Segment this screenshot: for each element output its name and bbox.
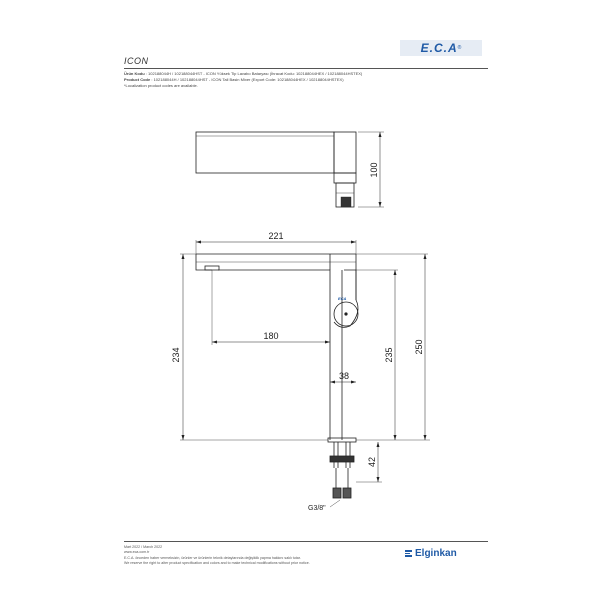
product-code-en-text: : 102188044H / 102188044HST - ICON Tall Basin Mixer (Export Code: 102188044HEX / 102188044HSTEX) (151, 77, 344, 82)
dim-total-left: 234 (171, 347, 181, 363)
footer-notice-en: We reserve the right to alter product specification and colors and to make technical modifications without prior notice. (124, 561, 310, 565)
top-view-body (334, 132, 356, 173)
dim-top-height: 100 (369, 162, 379, 178)
eca-logo-text: E.C.A (420, 41, 458, 55)
product-code-tr-label: Ürün Kodu (124, 71, 145, 76)
elginkan-name: Elginkan (415, 548, 457, 559)
dim-spout-reach: 180 (263, 331, 279, 341)
elginkan-mark-icon (405, 550, 412, 557)
product-code-en-label: Product Code (124, 77, 151, 82)
hose-fitting-left (333, 488, 341, 498)
product-title: ICON (124, 56, 149, 66)
top-view-spout (196, 132, 334, 173)
dim-shank-length: 42 (367, 456, 377, 468)
fixing-nut (330, 456, 354, 462)
registered-mark: ® (457, 45, 462, 51)
svg-text:ECA: ECA (338, 296, 347, 301)
elginkan-logo (405, 548, 457, 559)
footer-divider (124, 541, 488, 542)
footer-notice-tr: E.C.A. önceden haber vermeksizin, ürünler ve ürünlerin teknik detaylarında değişiklik yapma hakkını saklı tutar. (124, 556, 301, 560)
aerator (205, 266, 219, 270)
footer-date: Mart 2022 / March 2022 (124, 545, 163, 549)
product-code-tr-text: : 102188044H / 102188044HST - ICON Yüksek Tip Lavabo Bataryası (İhracat Kodu: 102188044HEX / 102188044HSTEX) (145, 71, 363, 76)
hose-fitting-right (343, 488, 351, 498)
dim-body-height: 235 (384, 347, 394, 363)
localization-note: *Localization product codes are available. (124, 83, 198, 88)
dim-total-right: 250 (414, 339, 424, 355)
top-view-handle-base (334, 173, 356, 183)
dim-thread: G3/8" (308, 505, 326, 512)
dim-spout-length: 221 (268, 231, 284, 241)
footer-website: www.eca.com.tr (124, 550, 150, 554)
dim-body-width: 38 (338, 371, 350, 381)
